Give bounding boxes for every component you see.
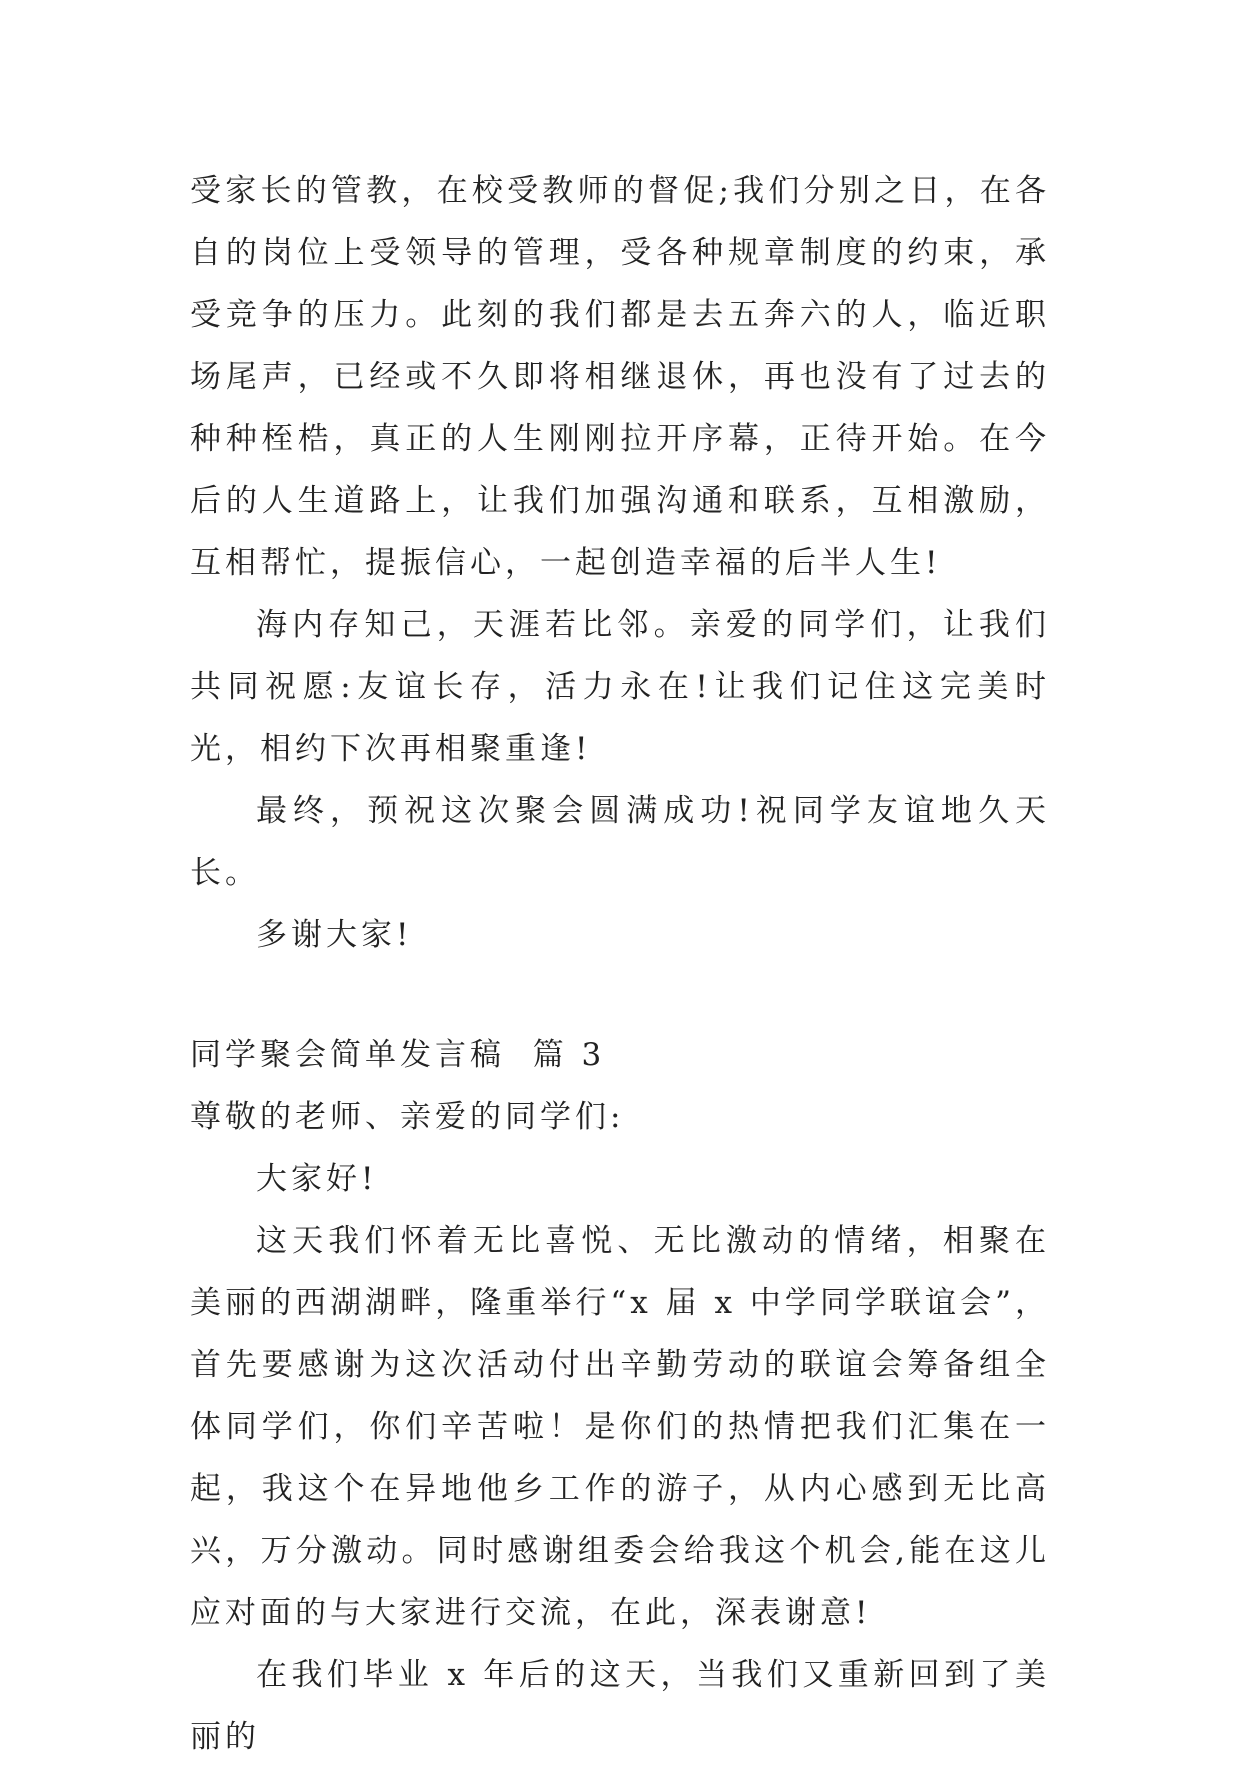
paragraph-return: 在我们毕业 x 年后的这天，当我们又重新回到了美丽的 <box>190 1657 1050 1755</box>
paragraph-thanks: 多谢大家! <box>256 917 413 953</box>
document-body <box>190 160 1050 1768</box>
paragraph-continuation: 受家长的管教，在校受教师的督促;我们分别之日，在各自的岗位上受领导的管理，受各种规章制度的约束，承受竞争的压力。此刻的我们都是去五奔六的人，临近职场尾声，已经或不久即将相继退休，再也没有了过去的种种桎梏，真正的人生刚刚拉开序幕，正待开始。在今后的人生道路上，让我们加强沟通和联系，互相激励，互相帮忙，提振信心，一起创造幸福的后半人生! <box>190 173 1050 581</box>
paragraph-final-wish: 最终，预祝这次聚会圆满成功!祝同学友谊地久天长。 <box>190 793 1050 891</box>
section-title: 同学聚会简单发言稿 篇 3 <box>190 1037 606 1073</box>
paragraph-friendship: 海内存知己，天涯若比邻。亲爱的同学们，让我们共同祝愿:友谊长存，活力永在!让我们记住这完美时光，相约下次再相聚重逢! <box>190 607 1050 767</box>
paragraph-gathering: 这天我们怀着无比喜悦、无比激动的情绪，相聚在美丽的西湖湖畔，隆重举行“x 届 x 中学同学联谊会”，首先要感谢为这次活动付出辛勤劳动的联谊会筹备组全体同学们，你们辛苦啦！是你们的热情把我们汇集在一起，我这个在异地他乡工作的游子，从内心感到无比高兴，万分激动。同时感谢组委会给我这个机会,能在这儿应对面的与大家进行交流，在此，深表谢意! <box>190 1223 1050 1631</box>
salutation: 尊敬的老师、亲爱的同学们: <box>190 1099 625 1135</box>
greeting: 大家好! <box>256 1161 378 1197</box>
section-spacer <box>190 966 1050 1024</box>
